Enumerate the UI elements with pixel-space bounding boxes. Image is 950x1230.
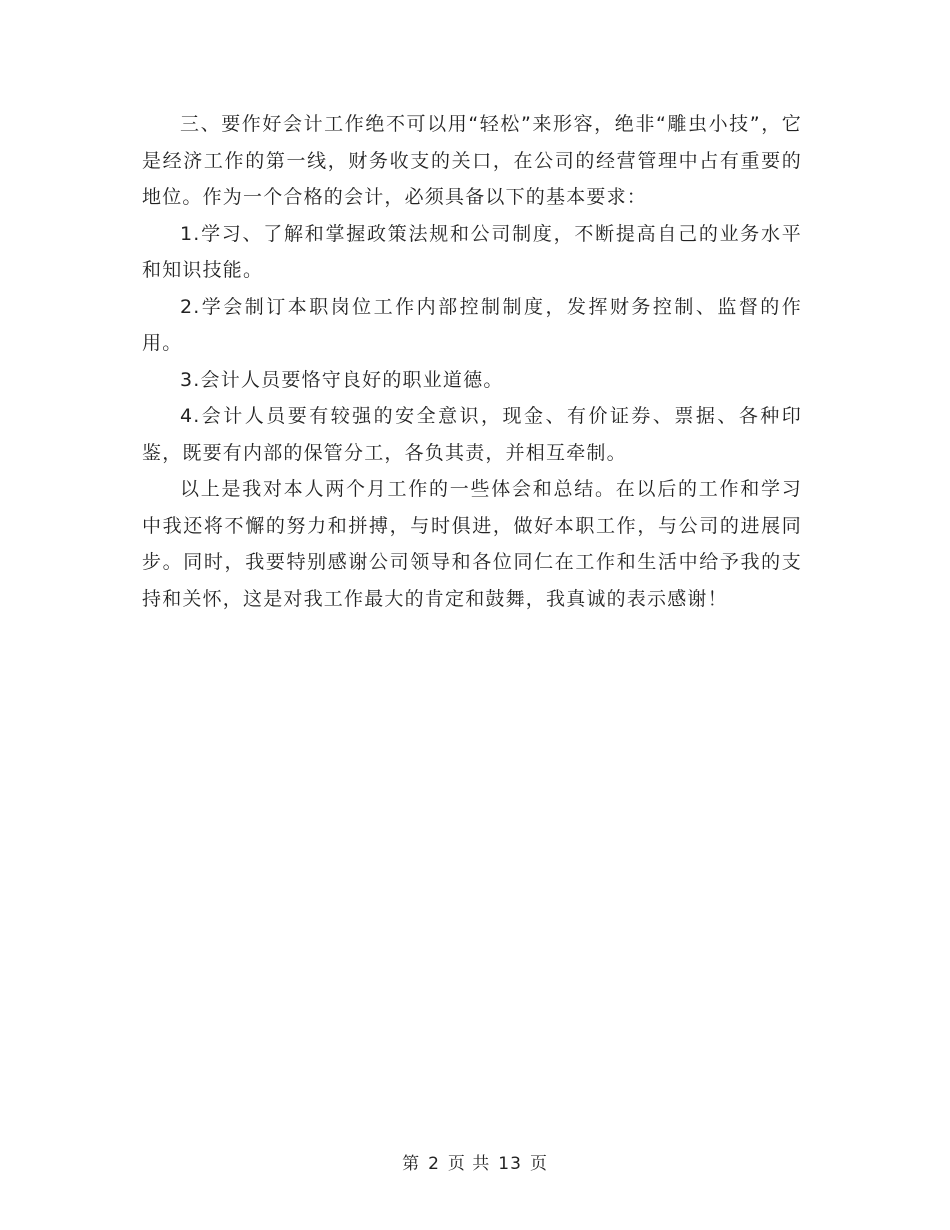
footer-total-pages: 13 — [498, 1154, 522, 1174]
footer-current-page: 2 — [428, 1154, 440, 1174]
paragraph-conclusion: 以上是我对本人两个月工作的一些体会和总结。在以后的工作和学习中我还将不懈的努力和拼搏，与时俱进，做好本职工作，与公司的进展同步。同时，我要特别感谢公司领导和各位同仁在工作和生活中给予我的支持和关怀，这是对我工作最大的肯定和鼓舞，我真诚的表示感谢！ — [142, 478, 802, 610]
footer-middle: 页 共 — [447, 1154, 491, 1174]
paragraph-section-three: 三、要作好会计工作绝不可以用“轻松”来形容，绝非“雕虫小技”，它是经济工作的第一线，财务收支的关口，在公司的经营管理中占有重要的地位。作为一个合格的会计，必须具备以下的基本要求： — [142, 113, 802, 208]
paragraph-item-1: 1.学习、了解和掌握政策法规和公司制度，不断提高自己的业务水平和知识技能。 — [142, 222, 802, 281]
footer-suffix: 页 — [529, 1154, 548, 1174]
document-body — [142, 106, 802, 617]
page-number-footer — [0, 1152, 950, 1176]
paragraph-item-2: 2.学会制订本职岗位工作内部控制制度，发挥财务控制、监督的作用。 — [142, 295, 802, 354]
paragraph-item-3: 3.会计人员要恪守良好的职业道德。 — [180, 368, 504, 391]
paragraph-item-4: 4.会计人员要有较强的安全意识，现金、有价证券、票据、各种印鉴，既要有内部的保管分工，各负其责，并相互牵制。 — [142, 405, 802, 464]
footer-prefix: 第 — [402, 1154, 421, 1174]
